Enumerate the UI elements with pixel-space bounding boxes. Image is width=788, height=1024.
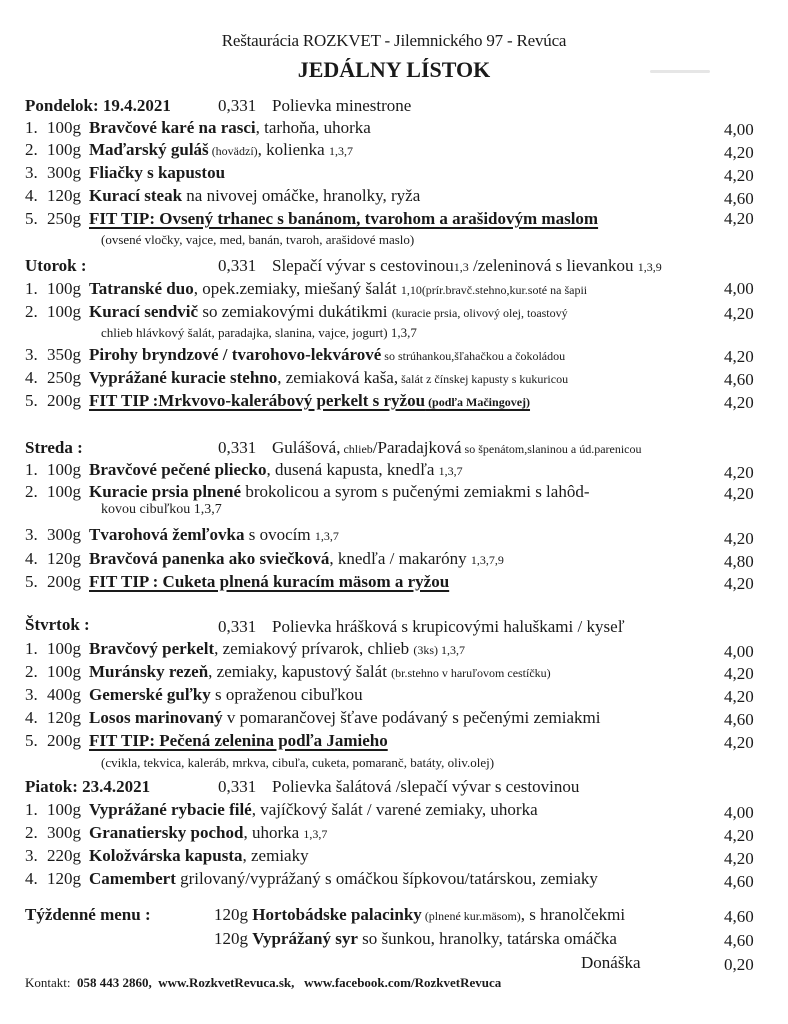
text-fragment: 250g xyxy=(47,209,81,228)
menu-item xyxy=(25,118,371,138)
text-fragment: na nivovej omáčke, hranolky, ryža xyxy=(182,186,421,205)
text-fragment: Pirohy bryndzové / tvarohovo-lekvárové xyxy=(89,345,382,364)
menu-item xyxy=(25,279,587,300)
item-price: 4,20 xyxy=(724,484,754,503)
text-fragment: , uhorka xyxy=(243,823,304,842)
soup-volume: 0,331 xyxy=(218,96,257,115)
menu-item xyxy=(25,823,327,844)
text-fragment: Kurací sendvič xyxy=(89,302,199,321)
text-fragment: 100g xyxy=(47,482,81,501)
text-fragment: 100g xyxy=(47,639,81,658)
text-fragment: Koložvárska kapusta xyxy=(89,846,243,865)
text-fragment: , zemiakový prívarok, chlieb xyxy=(214,639,414,658)
text-fragment: so špenátom,slaninou a úd.parenicou xyxy=(461,442,642,456)
item-price: 4,60 xyxy=(724,710,754,729)
text-fragment: grilovaný/vyprážaný s omáčkou šípkovou/tatárskou, zemiaky xyxy=(175,869,598,888)
item-price: 4,20 xyxy=(724,463,754,482)
text-fragment: 4. xyxy=(25,368,38,387)
text-fragment: 400g xyxy=(47,685,81,704)
text-fragment: 4. xyxy=(25,708,38,727)
menu-item xyxy=(25,846,309,866)
text-fragment: 120g xyxy=(214,929,248,948)
text-fragment: Muránsky rezeň xyxy=(89,662,209,681)
text-fragment: 2. xyxy=(25,140,38,159)
text-fragment: so šunkou, hranolky, tatárska omáčka xyxy=(357,929,617,948)
text-fragment: Vyprážaný syr xyxy=(252,929,358,948)
menu-item-fit-tip xyxy=(25,572,449,592)
text-fragment: FIT TIP : Cuketa plnená kuracím mäsom a ryžou xyxy=(89,572,450,591)
text-fragment: (podľa Mačingovej) xyxy=(425,395,531,409)
text-fragment: brokolicou a syrom s pučenými zemiakmi s lahôd- xyxy=(241,482,590,501)
text-fragment: , opek.zemiaky, miešaný šalát xyxy=(193,279,401,298)
text-fragment: 220g xyxy=(47,846,81,865)
soup-name xyxy=(272,438,642,459)
text-fragment: 5. xyxy=(25,391,38,410)
item-price: 4,80 xyxy=(724,552,754,571)
text-fragment: 100g xyxy=(47,140,81,159)
text-fragment: (br.stehno v haruľovom cestíčku) xyxy=(391,666,551,680)
menu-item xyxy=(25,549,504,570)
text-fragment: Streda : xyxy=(25,438,83,457)
text-fragment: , s hranolčekmi xyxy=(520,905,626,924)
item-price: 4,00 xyxy=(724,642,754,661)
day-header-thursday xyxy=(25,615,90,635)
text-fragment: 4. xyxy=(25,869,38,888)
soup-name: Polievka hrášková s krupicovými haluškami / kyseľ xyxy=(272,617,625,636)
day-header-tuesday xyxy=(25,256,87,276)
text-fragment: FIT TIP: Pečená zelenina podľa Jamieho xyxy=(89,731,388,750)
text-fragment: 1. xyxy=(25,460,38,479)
menu-title: JEDÁLNY LÍSTOK xyxy=(297,57,491,82)
text-fragment: Gemerské guľky xyxy=(89,685,211,704)
contact-website: www.RozkvetRevuca.sk, xyxy=(158,975,295,990)
text-fragment: 1,3,7 xyxy=(438,464,463,478)
text-fragment: /Paradajková xyxy=(372,438,462,457)
menu-item xyxy=(25,460,463,481)
menu-item-fit-tip xyxy=(25,731,388,751)
text-fragment: 120g xyxy=(47,869,81,888)
text-fragment: Kuracie prsia plnené xyxy=(89,482,242,501)
text-fragment: 3. xyxy=(25,345,38,364)
contact-line xyxy=(25,975,501,991)
text-fragment: 1,3,7 xyxy=(314,529,339,543)
menu-item xyxy=(25,482,590,502)
text-fragment: chlieb xyxy=(340,442,373,456)
text-fragment: , kolienka xyxy=(257,140,329,159)
text-fragment: 3. xyxy=(25,163,38,182)
text-fragment: 300g xyxy=(47,823,81,842)
item-price: 4,20 xyxy=(724,209,754,228)
text-fragment: 200g xyxy=(47,391,81,410)
menu-item-fit-tip xyxy=(25,391,530,412)
text-fragment: 120g xyxy=(47,708,81,727)
text-fragment: 5. xyxy=(25,209,38,228)
menu-item xyxy=(25,302,568,323)
item-price: 4,20 xyxy=(724,687,754,706)
item-price: 4,20 xyxy=(724,347,754,366)
text-fragment: Camembert xyxy=(89,869,176,888)
text-fragment: 1,3,7 xyxy=(303,827,328,841)
text-fragment: 120g xyxy=(214,905,248,924)
text-fragment: Granatiersky pochod xyxy=(89,823,244,842)
scan-smudge xyxy=(650,70,710,73)
weekly-item xyxy=(214,905,625,925)
text-fragment: 2. xyxy=(25,482,38,501)
text-fragment: 1,3,7 xyxy=(328,144,353,158)
weekly-item xyxy=(214,929,617,949)
item-ingredients: (ovsené vločky, vajce, med, banán, tvaroh, arašidové maslo) xyxy=(101,232,415,247)
text-fragment: 2. xyxy=(25,302,38,321)
item-price: 4,20 xyxy=(724,849,754,868)
contact-label: Kontakt: xyxy=(25,975,71,990)
text-fragment: 100g xyxy=(47,279,81,298)
menu-item xyxy=(25,163,225,183)
text-fragment: , dusená kapusta, knedľa xyxy=(266,460,439,479)
text-fragment: so strúhankou,šľahačkou a čokoládou xyxy=(381,349,566,363)
item-price: 4,60 xyxy=(724,189,754,208)
text-fragment: s ovocím xyxy=(244,525,315,544)
menu-item xyxy=(25,345,565,366)
text-fragment: 300g xyxy=(47,163,81,182)
text-fragment: 3. xyxy=(25,685,38,704)
text-fragment: Losos marinovaný xyxy=(89,708,223,727)
menu-item xyxy=(25,662,551,683)
text-fragment: 2. xyxy=(25,823,38,842)
menu-item xyxy=(25,525,339,546)
soup-volume: 0,331 xyxy=(218,438,257,457)
text-fragment: šalát z čínskej kapusty s kukuricou xyxy=(398,372,569,386)
item-price: 4,20 xyxy=(724,393,754,412)
text-fragment: FIT TIP :Mrkvovo-kalerábový perkelt s ryžou xyxy=(89,391,426,410)
text-fragment: 350g xyxy=(47,345,81,364)
text-fragment: (kuracie prsia, olivový olej, toastový xyxy=(391,306,568,320)
text-fragment: 100g xyxy=(47,800,81,819)
text-fragment: Tvarohová žemľovka xyxy=(89,525,245,544)
text-fragment: 5. xyxy=(25,572,38,591)
restaurant-header: Reštaurácia ROZKVET - Jilemnického 97 - Revúca xyxy=(221,31,567,50)
soup-volume: 0,331 xyxy=(218,777,257,796)
text-fragment: s opraženou cibuľkou xyxy=(210,685,363,704)
text-fragment: 1. xyxy=(25,800,38,819)
text-fragment: , zemiaky, kapustový šalát xyxy=(208,662,392,681)
item-price: 4,20 xyxy=(724,529,754,548)
menu-item xyxy=(25,869,598,889)
text-fragment: 120g xyxy=(47,549,81,568)
text-fragment: Piatok: 23.4.2021 xyxy=(25,777,151,796)
item-ingredients: (cvikla, tekvica, kaleráb, mrkva, cibuľa, cuketa, pomaranč, batáty, oliv.olej) xyxy=(101,755,495,770)
text-fragment: Štvrtok : xyxy=(25,615,90,634)
item-price: 4,60 xyxy=(724,370,754,389)
text-fragment: 1. xyxy=(25,639,38,658)
day-label: Pondelok: 19.4.2021 xyxy=(25,96,171,115)
item-price: 4,60 xyxy=(724,907,754,926)
menu-item xyxy=(25,800,538,820)
menu-item xyxy=(25,186,420,206)
item-price: 4,20 xyxy=(724,143,754,162)
text-fragment: 5. xyxy=(25,731,38,750)
day-header-monday xyxy=(25,96,171,116)
item-price: 4,00 xyxy=(724,120,754,139)
item-price: 4,00 xyxy=(724,803,754,822)
text-fragment: 100g xyxy=(47,662,81,681)
text-fragment: 250g xyxy=(47,368,81,387)
day-header-wednesday xyxy=(25,438,83,458)
text-fragment: (3ks) 1,3,7 xyxy=(413,643,465,657)
item-price: 4,20 xyxy=(724,574,754,593)
item-price: 4,20 xyxy=(724,826,754,845)
item-price: 4,60 xyxy=(724,931,754,950)
text-fragment: 300g xyxy=(47,525,81,544)
text-fragment: 4. xyxy=(25,549,38,568)
delivery-label: Donáška xyxy=(581,953,641,972)
delivery-price: 0,20 xyxy=(724,955,754,974)
item-ingredients: chlieb hlávkový šalát, paradajka, slanina, vajce, jogurt) 1,3,7 xyxy=(101,325,417,340)
text-fragment: Bravčový perkelt xyxy=(89,639,215,658)
text-fragment: Tatranské duo xyxy=(89,279,194,298)
text-fragment: (hovädzí) xyxy=(208,144,258,158)
text-fragment: 100g xyxy=(47,460,81,479)
text-fragment: 2. xyxy=(25,662,38,681)
soup-name: Polievka šalátová /slepačí vývar s cestovinou xyxy=(272,777,580,796)
soup-name: Polievka minestrone xyxy=(272,96,412,115)
item-price: 4,60 xyxy=(724,872,754,891)
text-fragment: 200g xyxy=(47,572,81,591)
text-fragment: v pomarančovej šťave podávaný s pečenými zemiakmi xyxy=(222,708,601,727)
text-fragment: Bravčové karé na rasci xyxy=(89,118,256,137)
menu-item xyxy=(25,639,465,660)
contact-facebook: www.facebook.com/RozkvetRevuca xyxy=(304,975,502,990)
item-price: 4,20 xyxy=(724,664,754,683)
text-fragment: 1,3 xyxy=(453,260,469,274)
menu-item xyxy=(25,708,601,728)
text-fragment: Vyprážané kuracie stehno xyxy=(89,368,278,387)
menu-item xyxy=(25,140,353,161)
text-fragment: Hortobádske palacinky xyxy=(252,905,422,924)
text-fragment: 200g xyxy=(47,731,81,750)
text-fragment: Bravčové pečené pliecko xyxy=(89,460,267,479)
text-fragment: , vajíčkový šalát / varené zemiaky, uhorka xyxy=(251,800,538,819)
text-fragment: so zemiakovými dukátikmi xyxy=(198,302,392,321)
item-price: 4,20 xyxy=(724,166,754,185)
text-fragment: , tarhoňa, uhorka xyxy=(255,118,371,137)
text-fragment: 1,3,9 xyxy=(637,260,662,274)
text-fragment: , zemiaky xyxy=(242,846,309,865)
text-fragment: 120g xyxy=(47,186,81,205)
item-price: 4,00 xyxy=(724,279,754,298)
text-fragment: Maďarský guláš xyxy=(89,140,209,159)
menu-item-fit-tip xyxy=(25,209,598,229)
item-price: 4,20 xyxy=(724,304,754,323)
text-fragment: Fliačky s kapustou xyxy=(89,163,226,182)
text-fragment: , knedľa / makaróny xyxy=(329,549,471,568)
soup-volume: 0,331 xyxy=(218,256,257,275)
text-fragment: 1. xyxy=(25,118,38,137)
text-fragment: (plnené kur.mäsom) xyxy=(421,909,521,923)
soup-volume: 0,331 xyxy=(218,617,257,636)
text-fragment: FIT TIP: Ovsený trhanec s banánom, tvarohom a arašidovým maslom xyxy=(89,209,599,228)
text-fragment: Vyprážané rybacie filé xyxy=(89,800,252,819)
text-fragment: 100g xyxy=(47,118,81,137)
text-fragment: 3. xyxy=(25,846,38,865)
text-fragment: 1,10(prír.bravč.stehno,kur.soté na šapii xyxy=(400,283,588,297)
item-continuation: kovou cibuľkou 1,3,7 xyxy=(101,502,222,517)
text-fragment: Slepačí vývar s cestovinou xyxy=(272,256,454,275)
text-fragment: Bravčová panenka ako sviečková xyxy=(89,549,330,568)
weekly-menu-label: Týždenné menu : xyxy=(25,905,151,924)
menu-item xyxy=(25,368,568,389)
contact-phone: 058 443 2860, xyxy=(77,975,152,990)
menu-item xyxy=(25,685,363,705)
text-fragment: Utorok : xyxy=(25,256,87,275)
text-fragment: 100g xyxy=(47,302,81,321)
text-fragment: Gulášová, xyxy=(272,438,341,457)
text-fragment: 1. xyxy=(25,279,38,298)
soup-name xyxy=(272,256,662,277)
text-fragment: 3. xyxy=(25,525,38,544)
text-fragment: /zeleninová s lievankou xyxy=(468,256,638,275)
text-fragment: Kurací steak xyxy=(89,186,183,205)
text-fragment: , zemiaková kaša, xyxy=(277,368,399,387)
text-fragment: 4. xyxy=(25,186,38,205)
day-header-friday xyxy=(25,777,150,797)
item-price: 4,20 xyxy=(724,733,754,752)
text-fragment: 1,3,7,9 xyxy=(470,553,504,567)
